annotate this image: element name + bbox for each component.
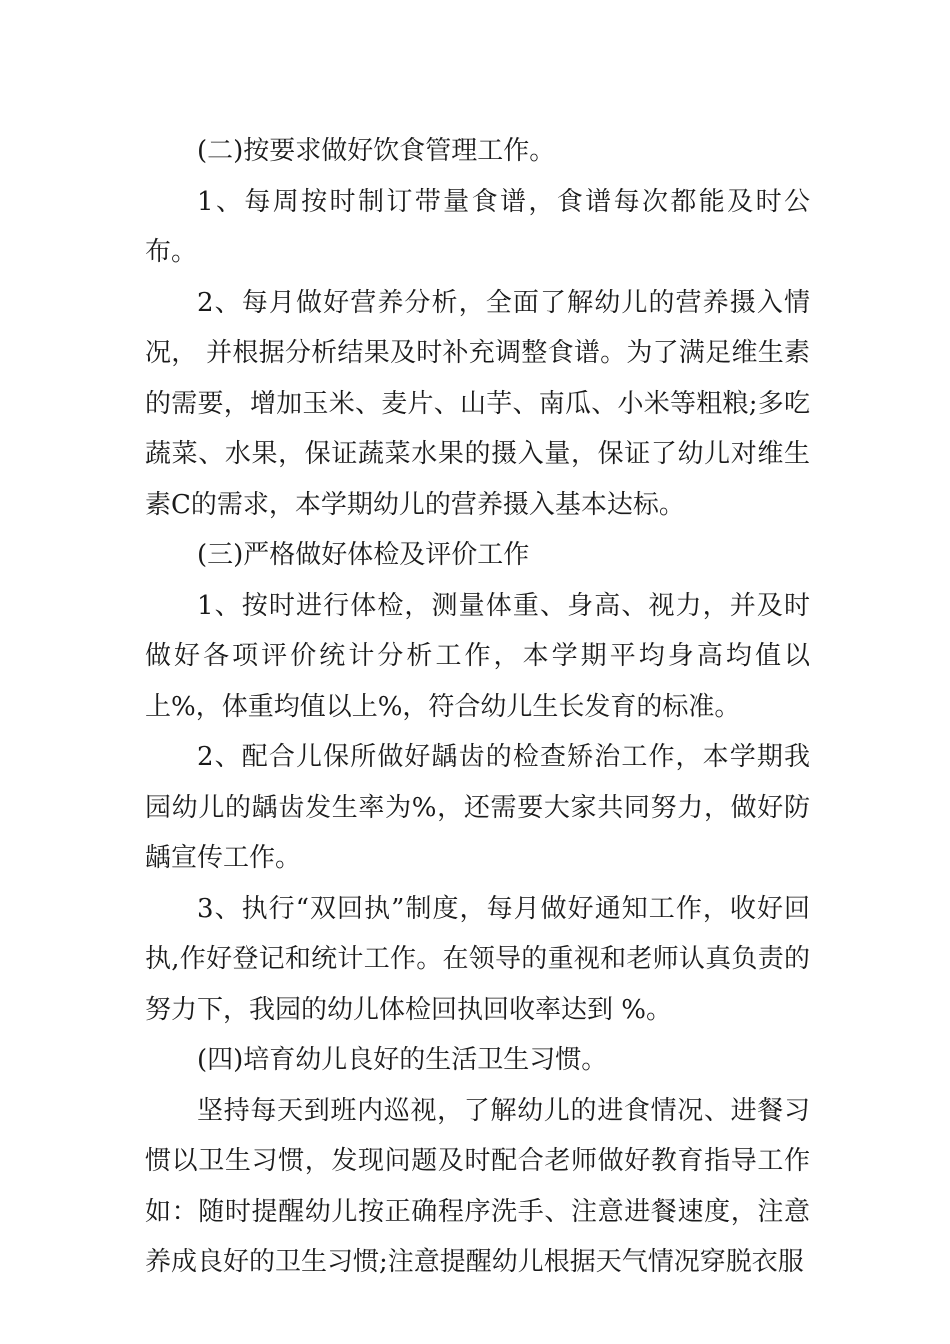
paragraph-daily-inspection: 坚持每天到班内巡视，了解幼儿的进食情况、进餐习惯以卫生习惯，发现问题及时配合老师做好教育指导工作如：随时提醒幼儿按正确程序洗手、注意进餐速度，注意养成良好的卫生习惯;注意提醒幼儿根据天气情况穿脱衣服: [145, 1095, 810, 1277]
section-heading-hygiene: (四)培育幼儿良好的生活卫生习惯。: [197, 1045, 608, 1075]
paragraph-dental-care: 2、配合儿保所做好龋齿的检查矫治工作，本学期我园幼儿的龋齿发生率为%，还需要大家共同努力，做好防龋宣传工作。: [145, 742, 810, 873]
paragraph-physical-exam: 1、按时进行体检，测量体重、身高、视力，并及时做好各项评价统计分析工作，本学期平均身高均值以上%，体重均值以上%，符合幼儿生长发育的标准。: [145, 590, 810, 722]
section-heading-checkup: (三)严格做好体检及评价工作: [197, 540, 530, 570]
paragraph-double-receipt: 3、执行“双回执”制度，每月做好通知工作，收好回执,作好登记和统计工作。在领导的重视和老师认真负责的努力下，我园的幼儿体检回执回收率达到 %。: [145, 893, 810, 1025]
paragraph-weekly-menu: 1、每周按时制订带量食谱，食谱每次都能及时公布。: [145, 186, 810, 267]
section-heading-diet: (二)按要求做好饮食管理工作。: [197, 136, 556, 166]
document-body: [145, 126, 810, 1288]
paragraph-nutrition-analysis: 2、每月做好营养分析，全面了解幼儿的营养摄入情况， 并根据分析结果及时补充调整食谱。为了满足维生素的需要，增加玉米、麦片、山芋、南瓜、小米等粗粮;多吃蔬菜、水果，保证蔬菜水果的摄入量，保证了幼儿对维生素C的需求，本学期幼儿的营养摄入基本达标。: [145, 287, 810, 520]
